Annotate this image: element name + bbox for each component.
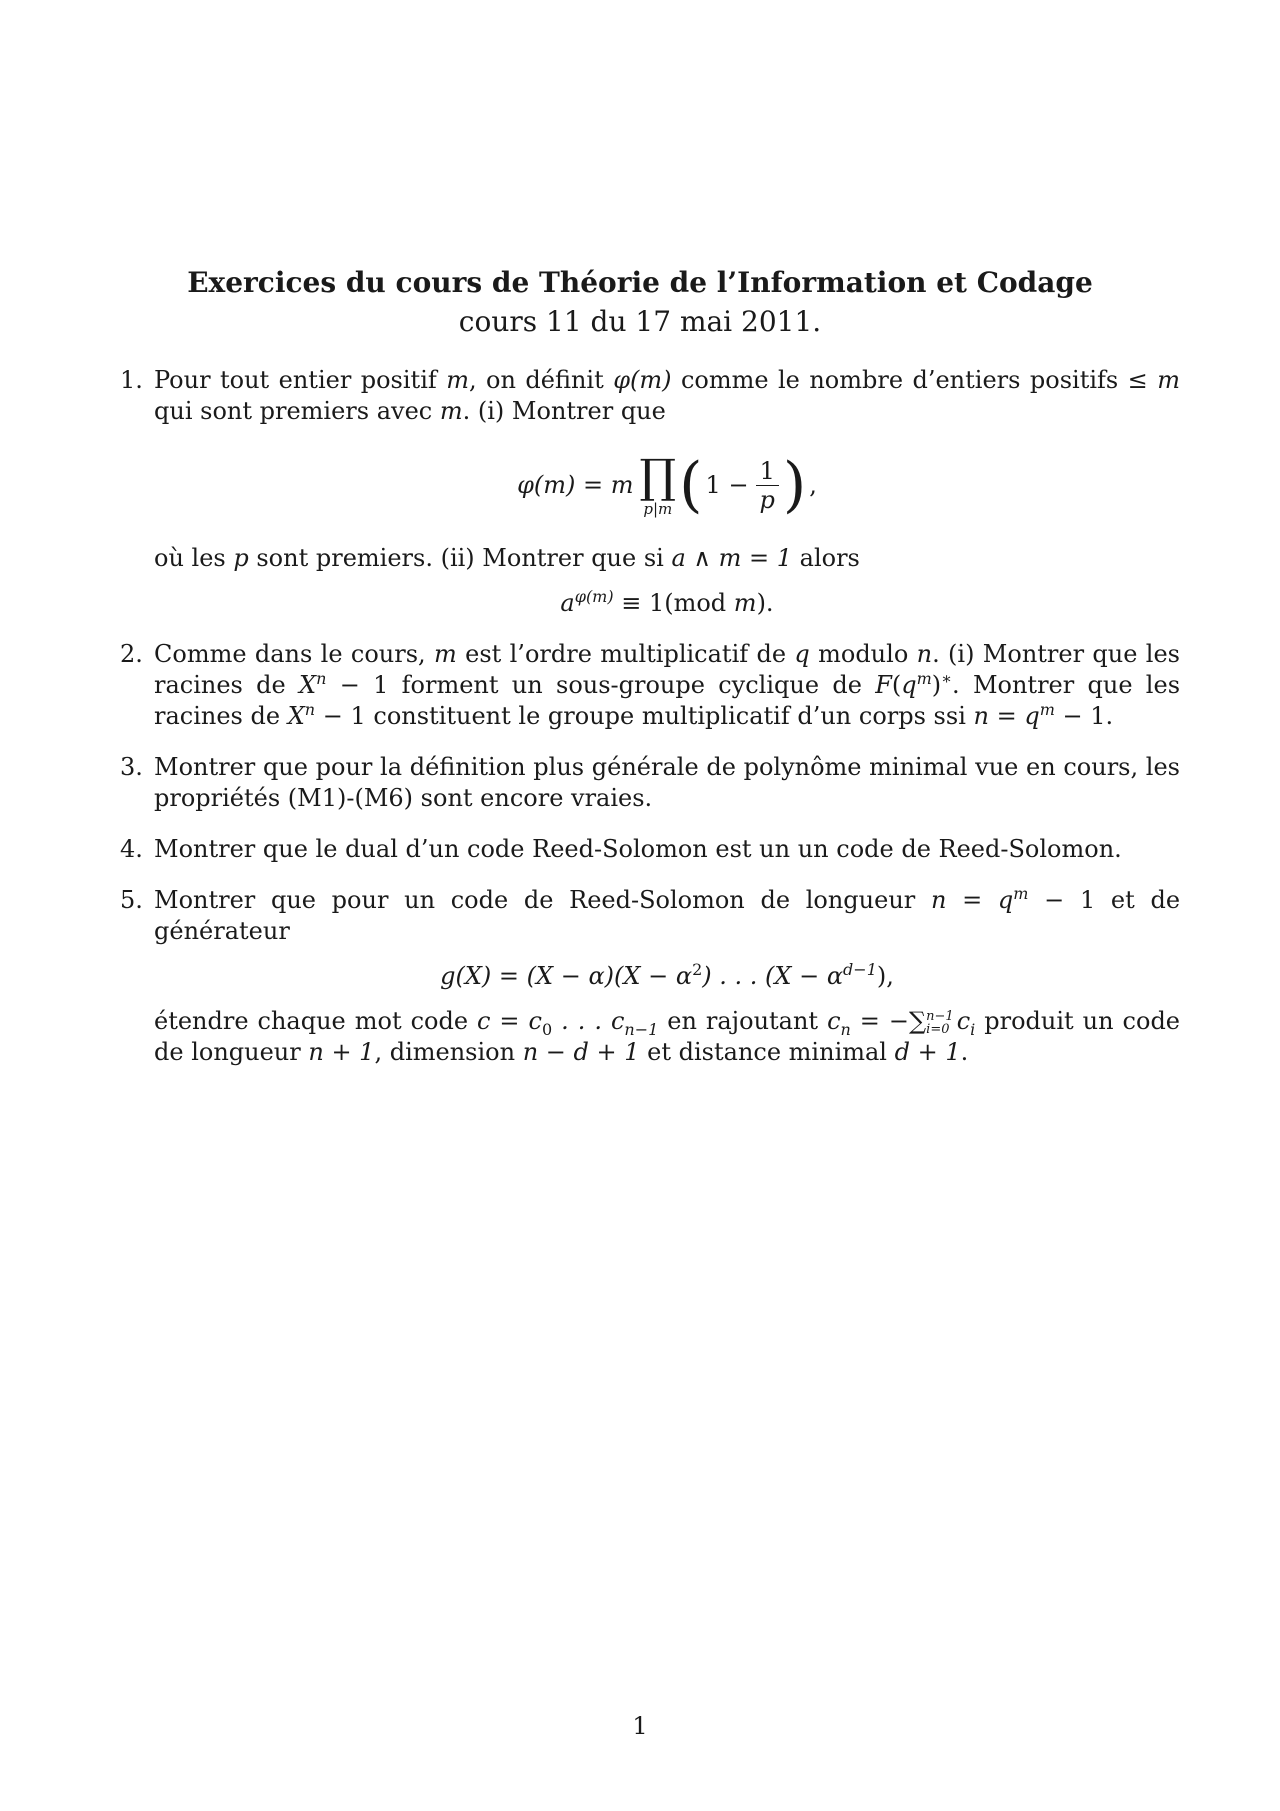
exercise-5 [120,885,1180,1068]
euler-phi-product-formula: φ(m) = m ∏ p|m ( 1 − $\frac{1}{p}$ ) , [517,449,817,520]
document-subtitle: cours 11 du 17 mai 2011. [458,305,822,338]
exercise-1-part-ii: où les p sont premiers. (ii) Montrer que si a ∧ m = 1 alors [154,544,860,572]
exercise-5-statement: Montrer que pour un code de Reed-Solomon de longueur $n = q^m - 1$ et de générateur [154,884,1181,945]
exercise-4 [120,834,1180,865]
exercise-number: 5. [120,886,143,914]
exercise-3 [120,752,1180,814]
page-number: 1 [632,1712,648,1740]
generator-polynomial-formula: $g(X) = (X - \alpha)(X - \alpha^2)$ . . . $(X - \alpha^{d-1})$, [440,960,894,990]
exercise-2 [120,639,1180,732]
exercise-4-statement: Montrer que le dual d’un code Reed-Solomon est un un code de Reed-Solomon. [154,835,1122,863]
exercise-5-extension: étendre chaque mot code $c = c_0$ . . . $c_{n-1}$ en rajoutant $c_n$ = −∑ n−1 i=0 $c_i$ produit un code de longueur n + 1, dimension n − d + 1 et distance minimal d + 1. [154,1007,1181,1066]
exercise-number: 1. [120,366,143,394]
exercise-2-statement: Comme dans le cours, m est l’ordre multiplicatif de q modulo n. (i) Montrer que les racines de $X^n - 1$ forment un sous-groupe cyclique de $F(q^m)^∗$. Montrer que les racines de $X^n - 1$ constituent le groupe multiplicatif d’un corps ssi $n = q^m - 1$. [154,640,1181,730]
exercise-number: 2. [120,640,143,668]
exercise-3-statement: Montrer que pour la définition plus générale de polynôme minimal vue en cours, les propriétés (M1)-(M6) sont encore vraies. [154,753,1180,812]
exercise-1-statement: Pour tout entier positif m, on définit φ(m) comme le nombre d’entiers positifs ≤ m qui sont premiers avec m. (i) Montrer que [154,366,1180,425]
sum-symbol: ∑ [909,1007,927,1035]
document-title: Exercices du cours de Théorie de l’Information et Codage [187,266,1093,299]
title-block [0,266,1280,338]
exercise-number: 3. [120,753,143,781]
fraction: $\frac{1}{p}$ [756,457,779,514]
exercise-list [120,365,1180,1088]
sum-limits: n−1 i=0 [926,1008,954,1037]
exercise-1 [120,365,1180,619]
exercise-number: 4. [120,835,143,863]
product-symbol: ∏ p|m [639,449,677,518]
euler-theorem-formula: $a^{\varphi(m)} \equiv 1(mod$ m). [560,587,774,617]
